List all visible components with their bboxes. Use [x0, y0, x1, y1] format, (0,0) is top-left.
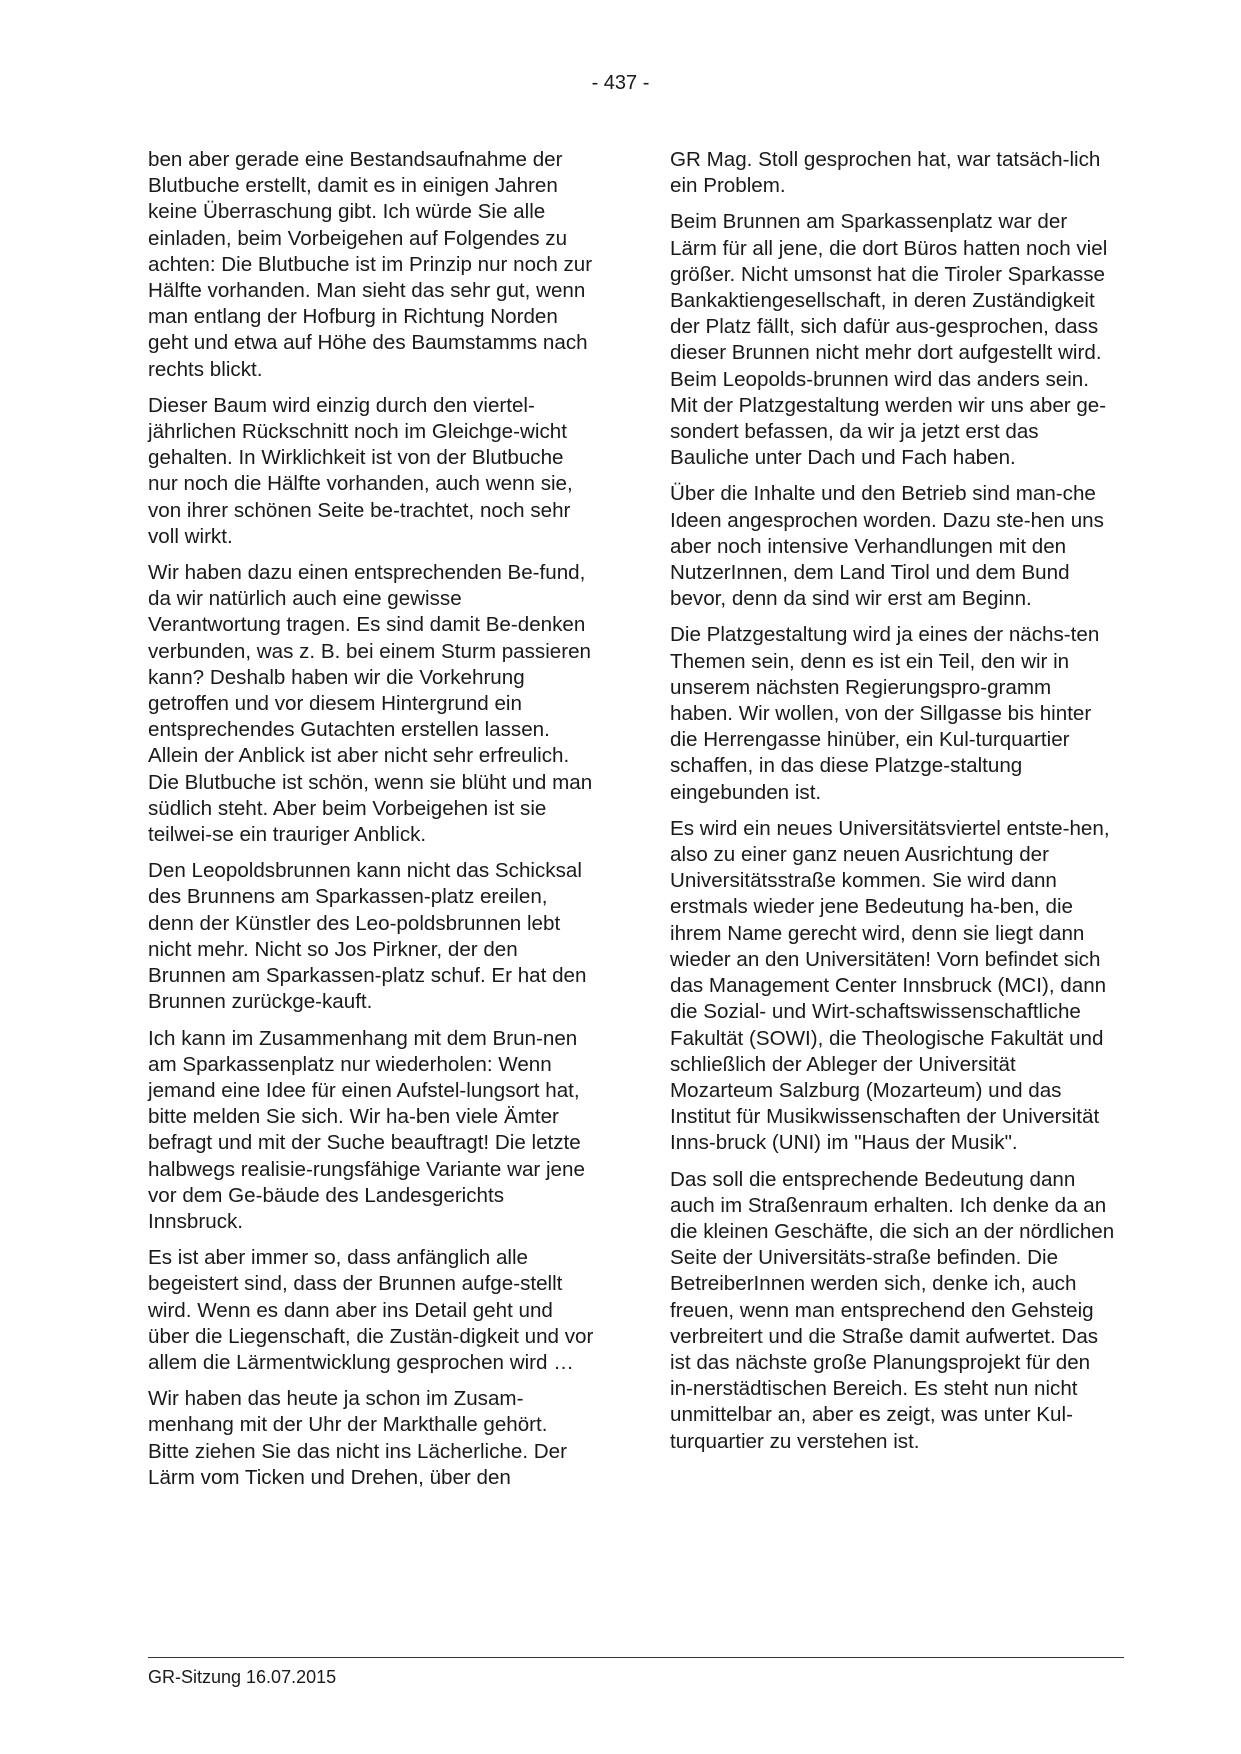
paragraph: Das soll die entsprechende Bedeutung dann auch im Straßenraum erhalten. Ich denke da an die kleinen Geschäfte, die sich an der nördlichen Seite der Universitäts-straße befinden. Die BetreiberInnen werden sich, denke ich, auch freuen, wenn man entsprechend den Gehsteig verbreitert und die Straße damit aufwertet. Das ist das nächste große Planungsprojekt für den in-nerstädtischen Bereich. Es steht nun nicht unmittelbar an, aber es zeigt, was unter Kul-turquartier zu verstehen ist.	[670, 1167, 1115, 1453]
paragraph: Wir haben das heute ja schon im Zusam-menhang mit der Uhr der Markthalle gehört. Bitte ziehen Sie das nicht ins Lächerliche. Der Lärm vom Ticken und Drehen, über den	[148, 1387, 567, 1489]
paragraph: Es ist aber immer so, dass anfänglich alle begeistert sind, dass der Brunnen aufge-stellt wird. Wenn es dann aber ins Detail geht und über die Liegenschaft, die Zustän-digkeit und vor allem die Lärmentwicklung gesprochen wird …	[148, 1246, 594, 1374]
left-column	[148, 147, 594, 1501]
page-number: - 437 -	[591, 72, 650, 94]
paragraph: Den Leopoldsbrunnen kann nicht das Schicksal des Brunnens am Sparkassen-platz ereilen, denn der Künstler des Leo-poldsbrunnen lebt nicht mehr. Nicht so Jos Pirkner, der den Brunnen am Sparkassen-platz schuf. Er hat den Brunnen zurückge-kauft.	[148, 859, 587, 1014]
paragraph: Beim Brunnen am Sparkassenplatz war der Lärm für all jene, die dort Büros hatten noch viel größer. Nicht umsonst hat die Tiroler Sparkasse Bankaktiengesellschaft, in deren Zuständigkeit der Platz fällt, sich dafür aus-gesprochen, dass dieser Brunnen nicht mehr dort aufgestellt wird. Beim Leopolds-brunnen wird das anders sein. Mit der Platzgestaltung werden wir uns aber ge-sondert befassen, da wir ja jetzt erst das Bauliche unter Dach und Fach haben.	[670, 210, 1108, 470]
paragraph: ben aber gerade eine Bestandsaufnahme der Blutbuche erstellt, damit es in einigen Jahren keine Überraschung gibt. Ich würde Sie alle einladen, beim Vorbeigehen auf Folgendes zu achten: Die Blutbuche ist im Prinzip nur noch zur Hälfte vorhanden. Man sieht das sehr gut, wenn man entlang der Hofburg in Richtung Norden geht und etwa auf Höhe des Baumstamms nach rechts blickt.	[148, 148, 593, 381]
paragraph: Wir haben dazu einen entsprechenden Be-fund, da wir natürlich auch eine gewisse Verantwortung tragen. Es sind damit Be-denken verbunden, was z. B. bei einem Sturm passieren kann? Deshalb haben wir die Vorkehrung getroffen und vor diesem Hintergrund ein entsprechendes Gutachten erstellen lassen. Allein der Anblick ist aber nicht sehr erfreulich. Die Blutbuche ist schön, wenn sie blüht und man südlich steht. Aber beim Vorbeigehen ist sie teilwei-se ein trauriger Anblick.	[148, 561, 593, 847]
paragraph: GR Mag. Stoll gesprochen hat, war tatsäch-lich ein Problem.	[670, 148, 1101, 198]
paragraph: Dieser Baum wird einzig durch den viertel-jährlichen Rückschnitt noch im Gleichge-wicht gehalten. In Wirklichkeit ist von der Blutbuche nur noch die Hälfte vorhanden, auch wenn sie, von ihrer schönen Seite be-trachtet, noch sehr voll wirkt.	[148, 393, 573, 548]
paragraph: Die Platzgestaltung wird ja eines der nächs-ten Themen sein, denn es ist ein Teil, den wir in unserem nächsten Regierungspro-gramm haben. Wir wollen, von der Sillgasse bis hinter die Herrengasse hinüber, ein Kul-turquartier schaffen, in das diese Platzge-staltung eingebunden ist.	[670, 623, 1100, 804]
footer-session-date: GR-Sitzung 16.07.2015	[148, 1667, 337, 1687]
footer-divider	[148, 1657, 1124, 1658]
right-column	[670, 147, 1116, 1465]
paragraph: Es wird ein neues Universitätsviertel entste-hen, also zu einer ganz neuen Ausrichtung der Universitätsstraße kommen. Sie wird dann erstmals wieder jene Bedeutung ha-ben, die ihrem Name gerecht wird, denn sie liegt dann wieder an den Universitäten! Vorn befindet sich das Management Center Innsbruck (MCI), dann die Sozial- und Wirt-schaftswissenschaftliche Fakultät (SOWI), die Theologische Fakultät und schließlich der Ableger der Universität Mozarteum Salzburg (Mozarteum) und das Institut für Musikwissenschaften der Universität Inns-bruck (UNI) im "Haus der Musik".	[670, 816, 1110, 1155]
paragraph: Ich kann im Zusammenhang mit dem Brun-nen am Sparkassenplatz nur wiederholen: Wenn jemand eine Idee für einen Aufstel-lungsort hat, bitte melden Sie sich. Wir ha-ben viele Ämter befragt und mit der Suche beauftragt! Die letzte halbwegs realisie-rungsfähige Variante war jene vor dem Ge-bäude des Landesgerichts Innsbruck.	[148, 1026, 585, 1233]
paragraph: Über die Inhalte und den Betrieb sind man-che Ideen angesprochen worden. Dazu ste-hen uns aber noch intensive Verhandlungen mit den NutzerInnen, dem Land Tirol und dem Bund bevor, denn da sind wir erst am Beginn.	[670, 482, 1104, 611]
